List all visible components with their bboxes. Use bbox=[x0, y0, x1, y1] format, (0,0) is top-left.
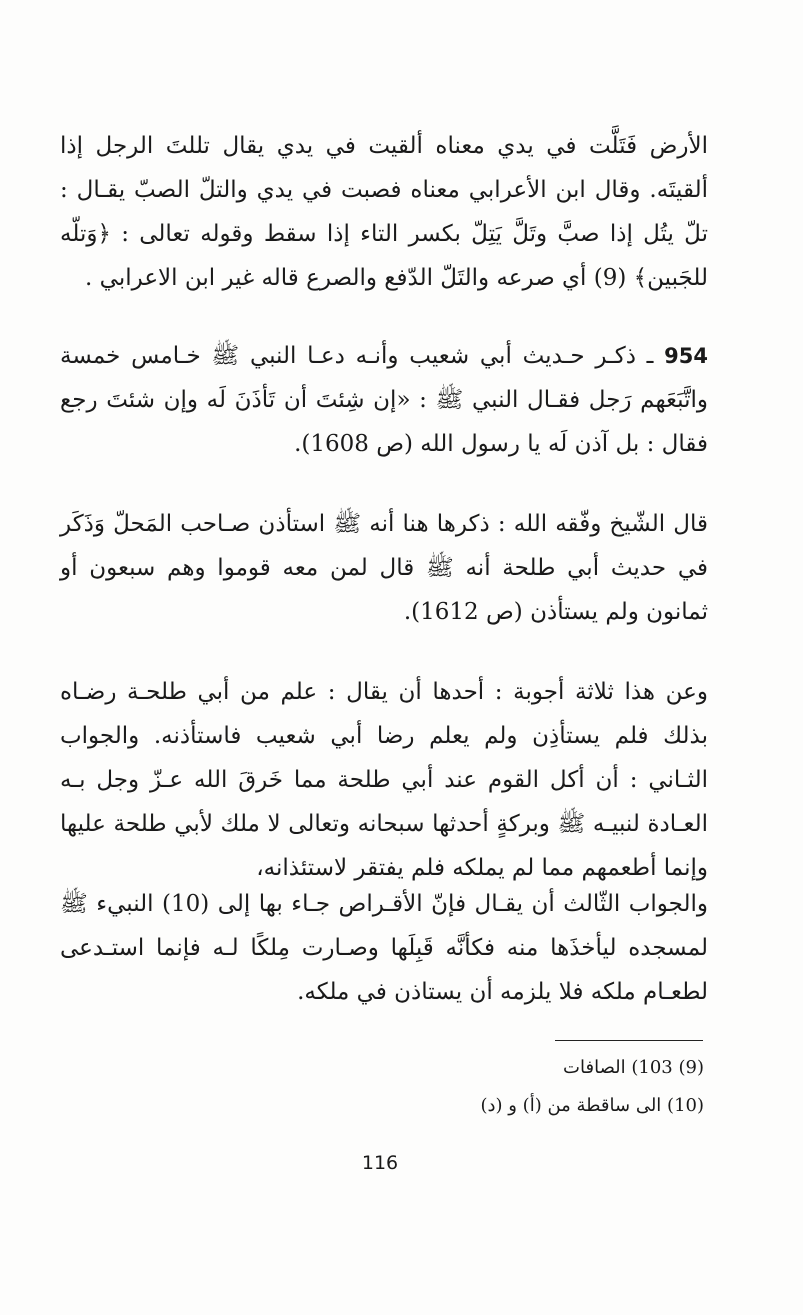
footnote-9: (9) 103) الصافات bbox=[563, 1057, 704, 1078]
page-number: 116 bbox=[361, 1152, 399, 1174]
paragraph-three-answers: وعن هذا ثلاثة أجوبة : أحدها أن يقال : علم من أبي طلحـة رضـاه بذلك فلم يستأذِن ولم يعلم رضا أبي شعيب فاستأذنه. والجواب الثـاني : أن أكل القوم عند أبي طلحة مما خَرقَ الله عـزّ وجل بـه العـادة لنبيـه ﷺ وبركةٍ أحدثها سبحانه وتعالى لا ملك لأبي طلحة عليها وإنما أطعمهم مما لم يملكه فلم يفتقر لاستئذانه، bbox=[60, 679, 708, 881]
hadith-dash: ـ bbox=[635, 343, 665, 369]
footnote-10: (10) الى ساقطة من (أ) و (د) bbox=[480, 1095, 704, 1116]
hadith-text: ذكـر حـديث أبي شعيب وأنـه دعـا النبي ﷺ خـامس خمسة واتَّبَعَهم رَجل فقـال النبي ﷺ : «إن شِئتَ أن تَأذَنَ لَه وإن شئتَ رجع فقال : بل آذن لَه يا رسول الله (ص 1608). bbox=[60, 343, 708, 457]
hadith-number: 954 bbox=[664, 344, 708, 368]
paragraph-word-explanation: الأرض فَتَلَّت في يدي معناه ألقيت في يدي يقال تللتَ الرجل إذا ألقيتَه. وقال ابن الأعرابي معناه فصبت في يدي والتلّ الصبّ يقـال : تلّ يتُل إذا صبَّ وتَلَّ يَتِلّ بكسر التاء إذا سقط وقوله تعالى : ﴿وَتلّه للجَبين﴾ (9) أي صرعه والتَلّ الدّفع والصرع قاله غير ابن الاعرابي . bbox=[60, 133, 708, 291]
paragraph-third-answer: والجواب الثّالث أن يقـال فإنّ الأقـراص جـاء بها إلى (10) النبيء ﷺ لمسجده ليأخذَها منه فكأنَّه قَبِلَها وصـارت مِلكًا لـه فإنما استـدعى لطعـام ملكه فلا يلزمه أن يستاذن في ملكه. bbox=[60, 891, 708, 1005]
paragraph-hadith-954 bbox=[60, 334, 708, 466]
paragraph-sheikh-comment: قال الشّيخ وفّقه الله : ذكرها هنا أنه ﷺ استأذن صـاحب المَحلّ وَذَكَر في حديث أبي طلحة أنه ﷺ قال لمن معه قوموا وهم سبعون أو ثمانون ولم يستأذن (ص 1612). bbox=[60, 511, 708, 625]
footnote-divider bbox=[555, 1040, 703, 1041]
